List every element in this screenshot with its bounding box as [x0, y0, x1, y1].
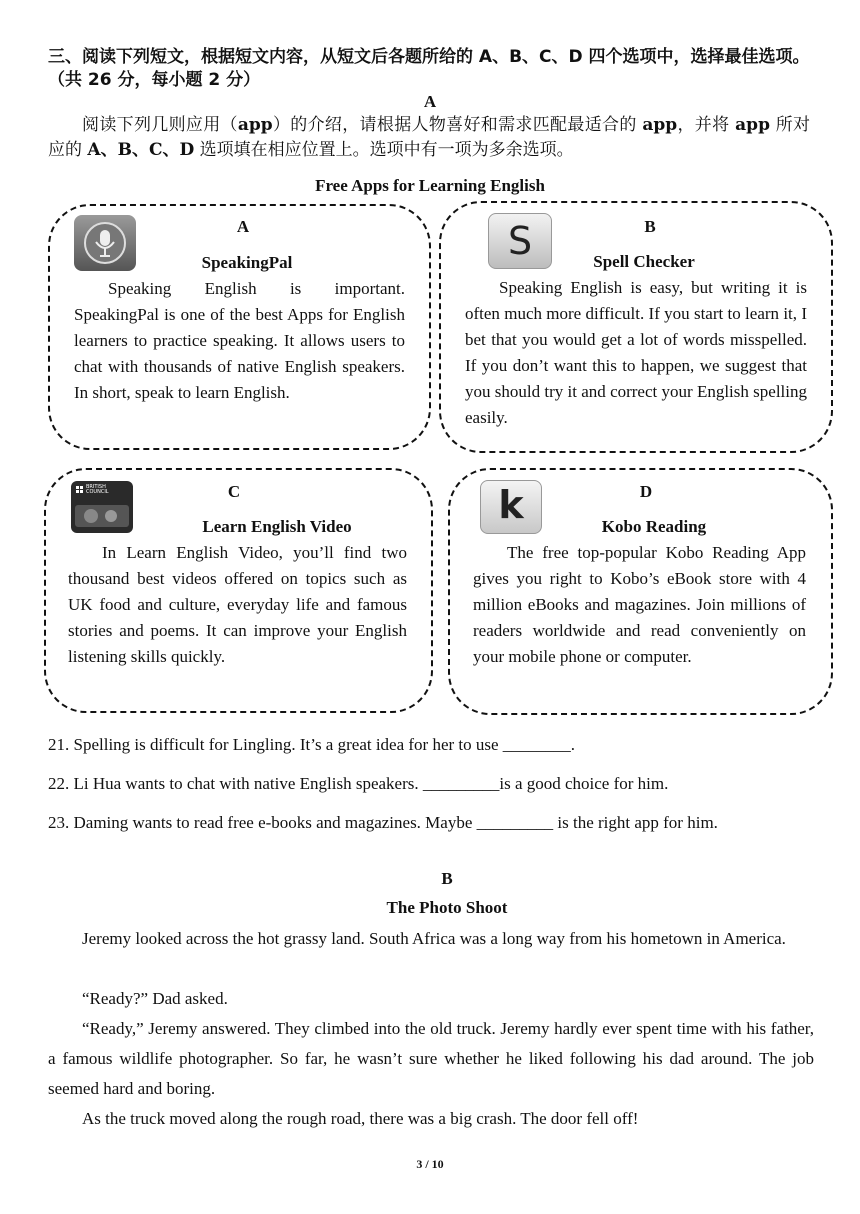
apps-title: Free Apps for Learning English [315, 176, 545, 195]
letter-s-icon: S [488, 213, 552, 269]
app-b-name: Spell Checker [593, 252, 695, 271]
story-paragraph-3: “Ready,” Jeremy answered. They climbed into the old truck. Jeremy hardly ever spent time with his father, a famous wildlife photographer. So far, he wasn’t sure whether he liked following his dad around. The job seemed hard and boring. [48, 1019, 814, 1098]
letter-k-icon: k [480, 480, 542, 534]
story-paragraph-4: As the truck moved along the rough road, there was a big crash. The door fell off! [82, 1109, 639, 1128]
app-a-letter: A [236, 217, 250, 236]
story-title: The Photo Shoot [386, 898, 508, 917]
app-d-description: The free top-popular Kobo Reading App gives you right to Kobo’s eBook store with 4 million eBooks and magazines. Join millions of readers worldwide and read conveniently on your mobile phone or computer. [473, 543, 806, 666]
story-paragraph-1: Jeremy looked across the hot grassy land. South Africa was a long way from his hometown in America. [82, 929, 786, 948]
app-a-description: Speaking English is important. SpeakingPal is one of the best Apps for English learners to practice speaking. It allows users to chat with thousands of native English speakers. In short, speak to learn English. [74, 279, 405, 402]
app-b-description: Speaking English is easy, but writing it is often much more difficult. If you start to learn it, I bet that you would get a lot of words misspelled. If you don’t want this to happen, we suggest that you should try it and correct your English spelling easily. [465, 278, 807, 427]
app-c-description: In Learn English Video, you’ll find two thousand best videos offered on topics such as UK food and culture, everyday life and famous stories and poems. It can improve your English listening skills quickly. [68, 543, 407, 666]
story-paragraph-2: “Ready?” Dad asked. [82, 989, 228, 1008]
section-heading: 三、阅读下列短文，根据短文内容，从短文后各题所给的 A、B、C、D 四个选项中，选择最佳选项。（共 26 分，每小题 2 分） [48, 47, 810, 90]
app-d-name: Kobo Reading [601, 517, 707, 536]
app-d-letter: D [639, 482, 653, 501]
question-21: 21. Spelling is difficult for Lingling. It’s a great idea for her to use ________. [48, 735, 576, 754]
part-a-label: A [423, 92, 437, 111]
app-c-name: Learn English Video [202, 517, 352, 536]
question-23: 23. Daming wants to read free e-books and magazines. Maybe _________ is the right app for him. [48, 813, 718, 832]
app-b-letter: B [644, 217, 656, 236]
page-number: 3 / 10 [416, 1157, 444, 1171]
app-a-name: SpeakingPal [201, 253, 293, 272]
app-c-letter: C [227, 482, 241, 501]
british-council-icon: BRITISH COUNCIL [71, 481, 133, 533]
part-a-instructions: 阅读下列几则应用（app）的介绍，请根据人物喜好和需求匹配最适合的 app，并将 app 所对应的 A、B、C、D 选项填在相应位置上。选项中有一项为多余选项。 [48, 115, 811, 160]
part-b-label: B [441, 869, 453, 888]
question-22: 22. Li Hua wants to chat with native English speakers. _________is a good choice for him. [48, 774, 669, 793]
